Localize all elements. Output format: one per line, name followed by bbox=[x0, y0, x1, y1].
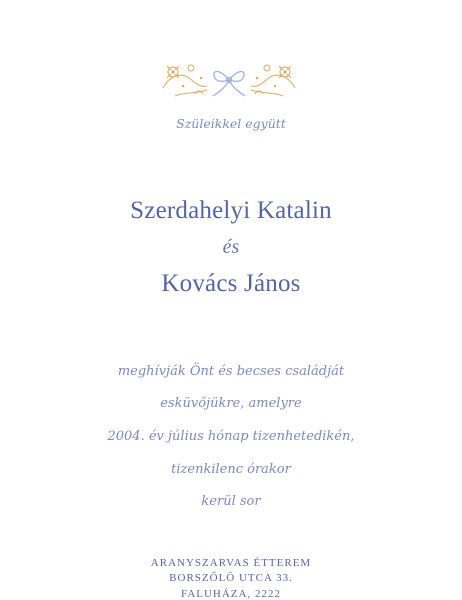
venue-street: BORSZŐLŐ UTCA 33. bbox=[169, 572, 293, 584]
groom-name: Kovács János bbox=[161, 270, 301, 297]
invitation-time-line: tizenkilenc órakor bbox=[171, 462, 291, 477]
invitation-line-1: meghívják Önt és becses családját bbox=[117, 364, 345, 379]
intro-line: Szüleikkel együtt bbox=[176, 116, 286, 131]
invitation-line-5: kerül sor bbox=[201, 494, 261, 509]
venue-name: ARANYSZARVAS ÉTTEREM bbox=[150, 557, 312, 569]
conjunction: és bbox=[222, 236, 240, 258]
bride-name: Szerdahelyi Katalin bbox=[130, 197, 332, 224]
invitation-date-line: 2004. év július hónap tizenhetedikén, bbox=[107, 429, 355, 444]
venue-city: FALUHÁZA, 2222 bbox=[181, 588, 281, 600]
floral-ornament-icon bbox=[155, 58, 303, 104]
invitation-line-2: esküvőjükre, amelyre bbox=[160, 396, 302, 411]
